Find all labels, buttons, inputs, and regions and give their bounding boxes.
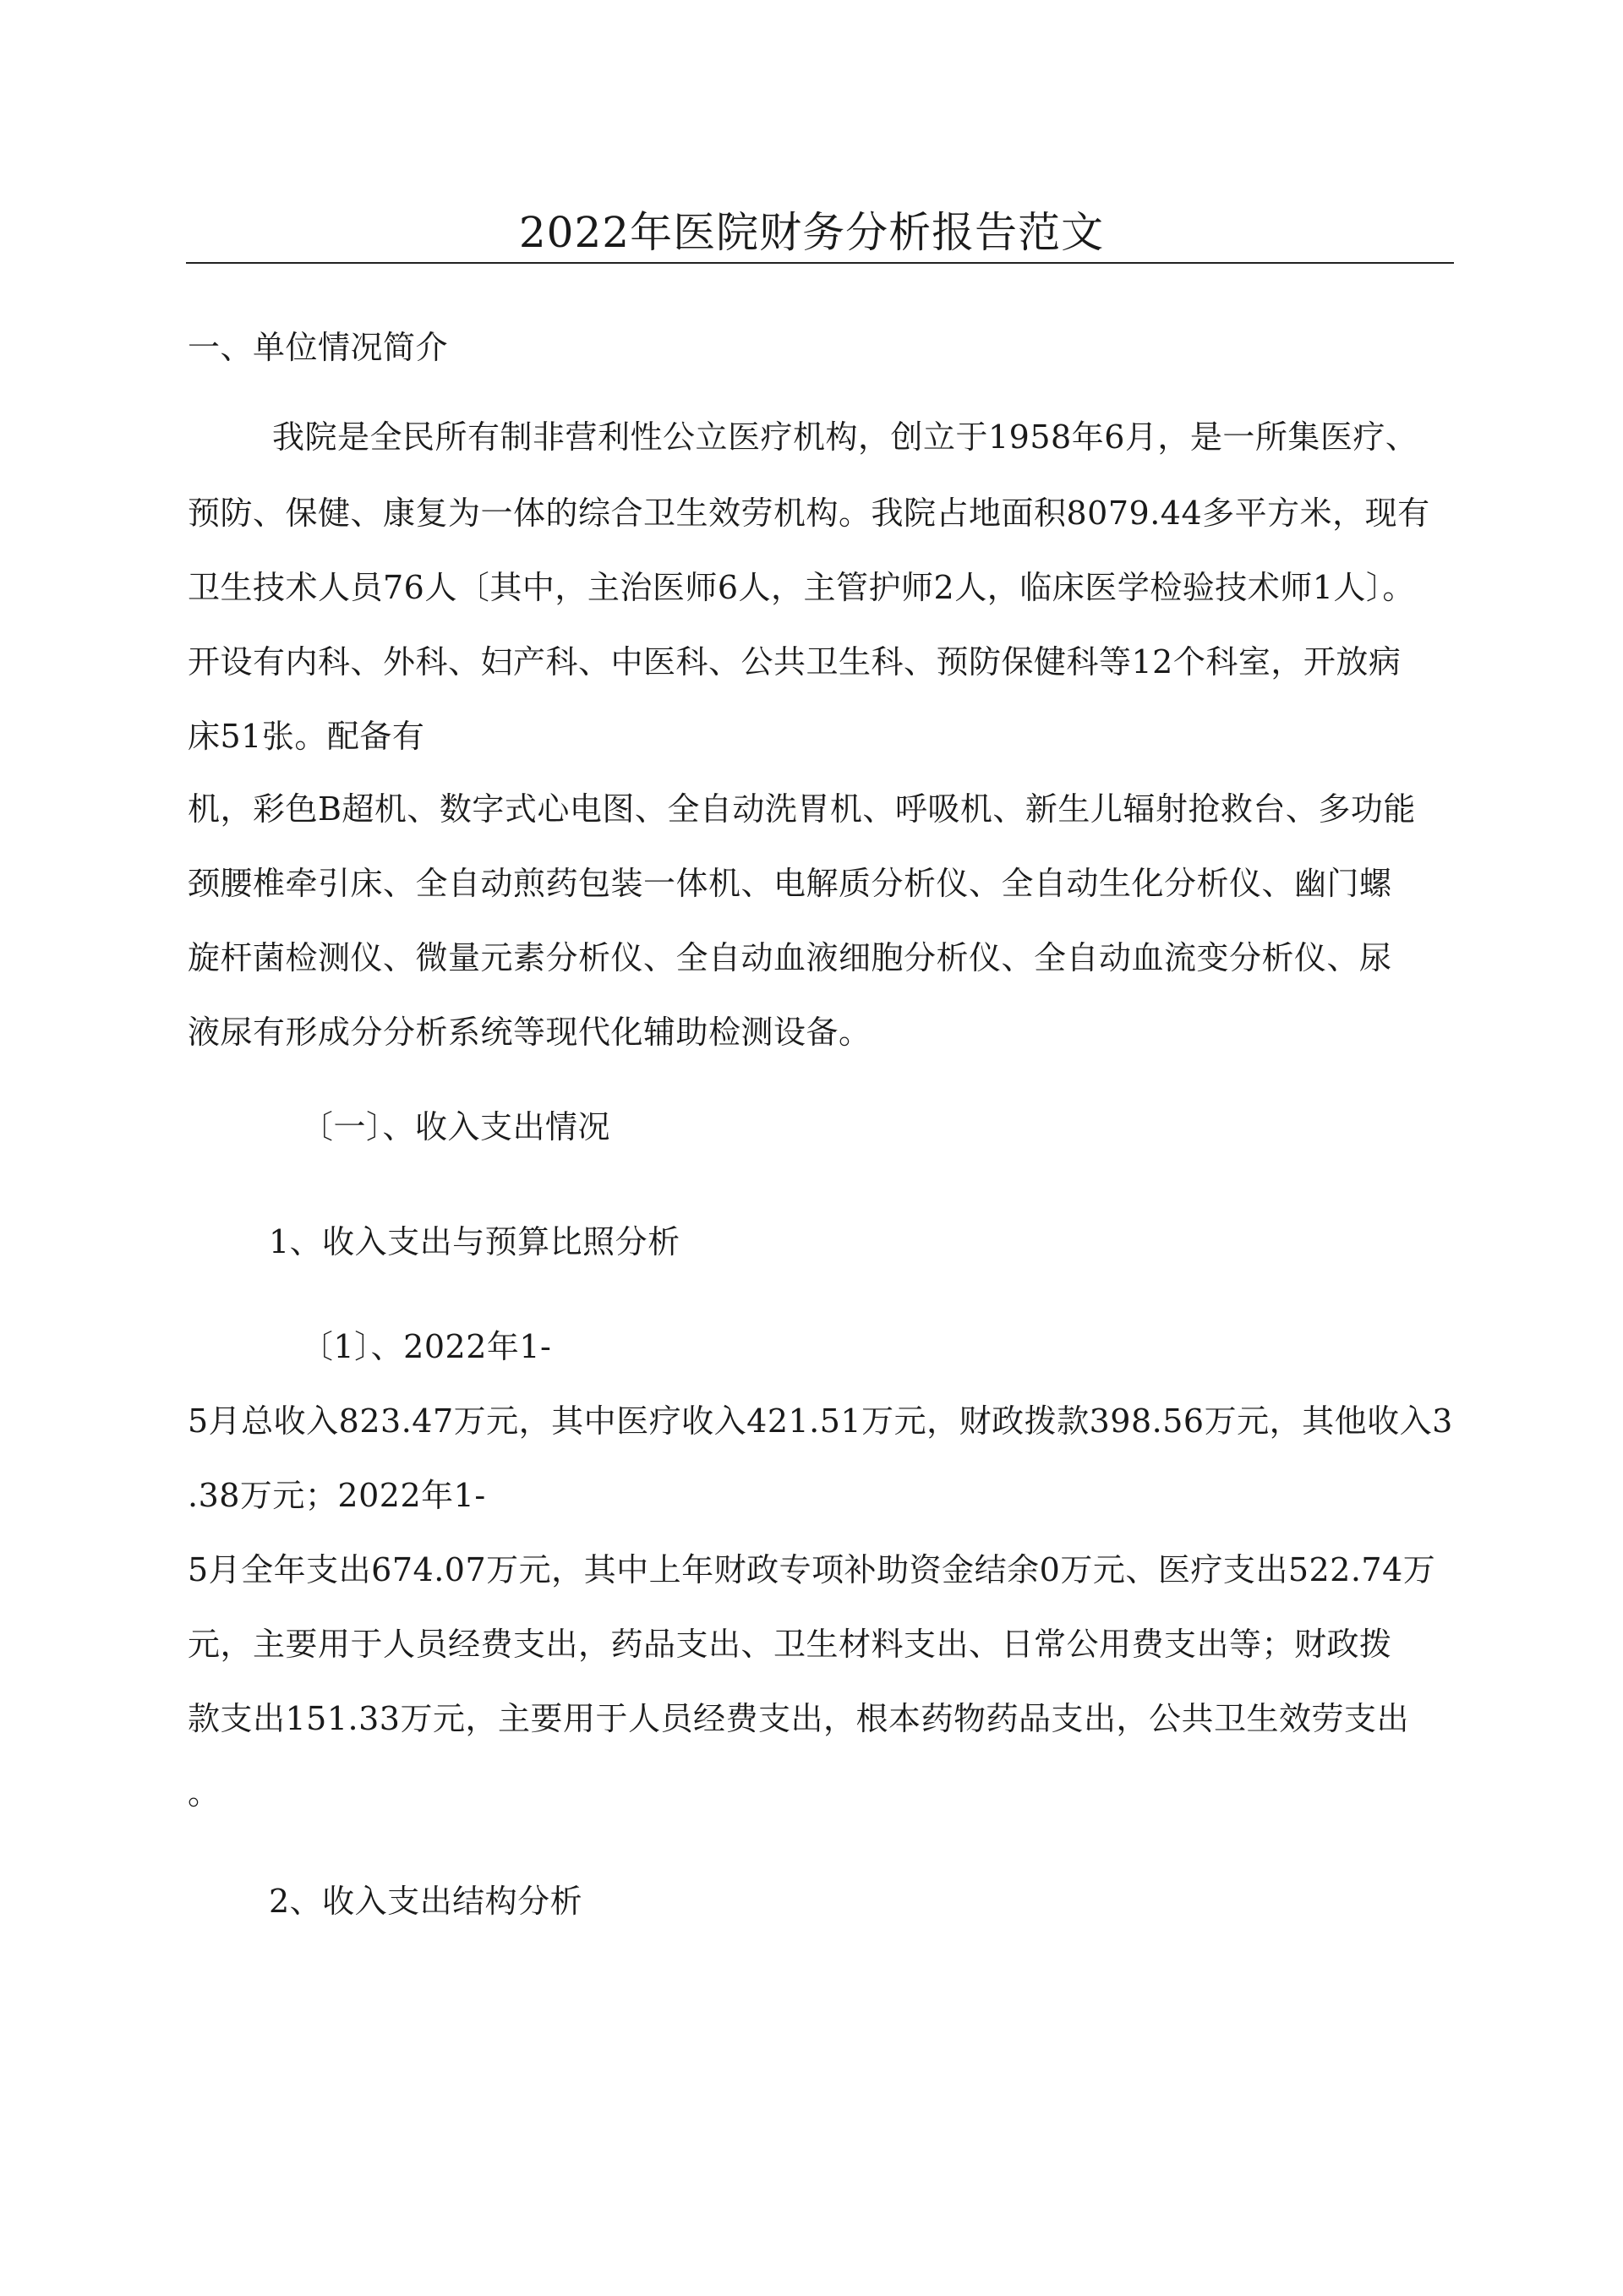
item-heading-structure-analysis: 2、收入支出结构分析 <box>269 1883 583 1920</box>
intro-line-8: 旋杆菌检测仪、微量元素分析仪、全自动血液细胞分析仪、全自动血流变分析仪、尿 <box>188 939 1392 976</box>
intro-line-3: 卫生技术人员76人〔其中，主治医师6人，主管护师2人，临床医学检验技术师1人〕。 <box>188 569 1415 606</box>
document-title: 2022年医院财务分析报告范文 <box>518 208 1105 257</box>
item1-line-2: .38万元；2022年1- <box>188 1477 486 1514</box>
intro-line-2: 预防、保健、康复为一体的综合卫生效劳机构。我院占地面积8079.44多平方米，现有 <box>188 495 1430 532</box>
intro-line-7: 颈腰椎牵引床、全自动煎药包装一体机、电解质分析仪、全自动生化分析仪、幽门螺 <box>188 865 1392 902</box>
intro-line-4: 开设有内科、外科、妇产科、中医科、公共卫生科、预防保健科等12个科室，开放病 <box>188 643 1402 681</box>
title-underline <box>186 262 1454 264</box>
item1-line-5: 款支出151.33万元，主要用于人员经费支出，根本药物药品支出，公共卫生效劳支出 <box>188 1700 1409 1737</box>
item1-line-6: 。 <box>188 1774 221 1812</box>
item1-line-3: 5月全年支出674.07万元，其中上年财政专项补助资金结余0万元、医疗支出522.74万 <box>188 1551 1436 1588</box>
item1-line-1: 5月总收入823.47万元，其中医疗收入421.51万元，财政拨款398.56万元，其他收入3 <box>188 1402 1453 1440</box>
intro-line-6: 机，彩色B超机、数字式心电图、全自动洗胃机、呼吸机、新生儿辐射抢救台、多功能 <box>188 790 1416 828</box>
intro-line-5: 床51张。配备有 <box>188 718 425 755</box>
item-heading-budget-comparison: 1、收入支出与预算比照分析 <box>269 1223 680 1260</box>
intro-line-1: 我院是全民所有制非营利性公立医疗机构，创立于1958年6月，是一所集医疗、 <box>272 418 1418 456</box>
subsection-heading-income-expense: 〔一〕、收入支出情况 <box>301 1108 611 1145</box>
intro-line-9: 液尿有形成分分析系统等现代化辅助检测设备。 <box>188 1014 872 1051</box>
item-label-1-1: 〔1〕、2022年1- <box>301 1328 552 1365</box>
item1-line-4: 元，主要用于人员经费支出，药品支出、卫生材料支出、日常公用费支出等；财政拨 <box>188 1626 1392 1663</box>
section-heading-unit-intro: 一、单位情况简介 <box>188 329 449 366</box>
